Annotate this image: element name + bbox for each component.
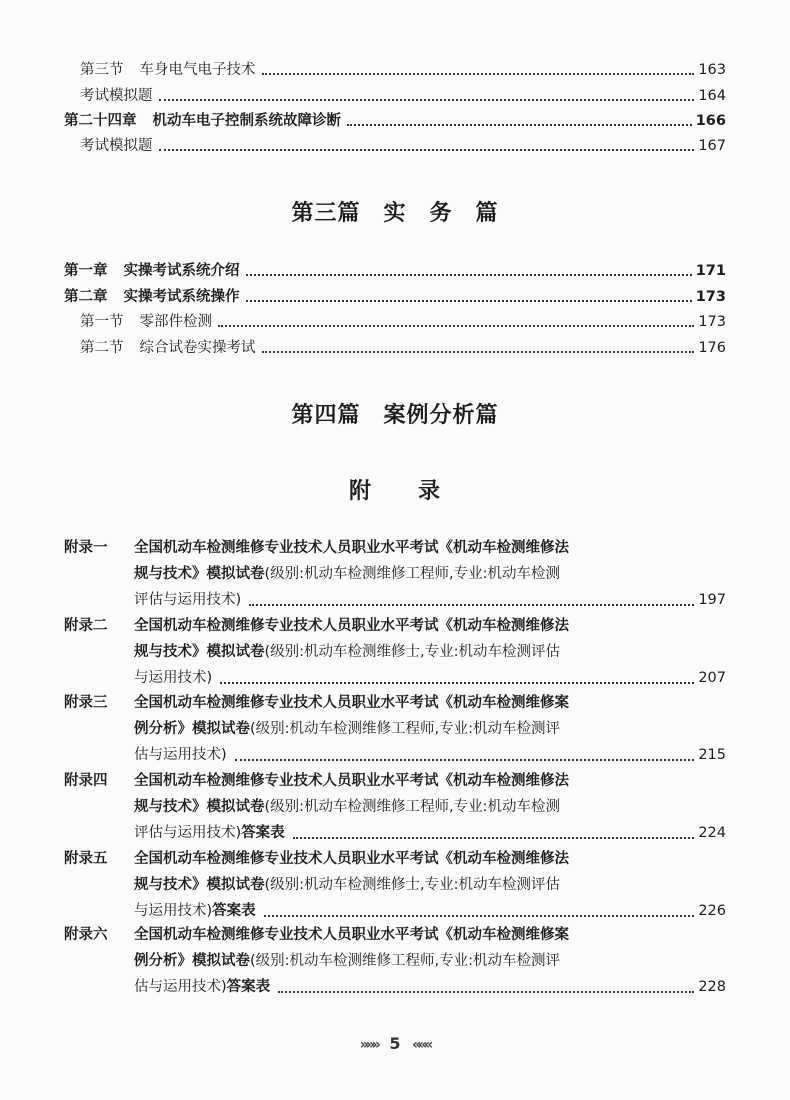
appendix-title: 附 录 bbox=[348, 479, 441, 504]
appendix-label: 附录五 bbox=[64, 851, 108, 867]
toc-entry[interactable]: 第二章 实操考试系统操作 173 bbox=[64, 289, 726, 305]
leader-dots bbox=[347, 124, 692, 126]
appendix-line: 例分析》模拟试卷(级别:机动车检测维修工程师,专业:机动车检测评 bbox=[134, 953, 561, 969]
double-chevron-left-icon: ««« bbox=[412, 1037, 431, 1053]
appendix-line: 规与技术》模拟试卷(级别:机动车检测维修士,专业:机动车检测评估 bbox=[134, 877, 561, 893]
leader-dots bbox=[159, 149, 695, 151]
part-title: 第四篇 案例分析篇 bbox=[291, 403, 499, 428]
leader-dots bbox=[246, 274, 692, 276]
appendix-line: 评估与运用技术) 197 bbox=[134, 587, 726, 613]
appendix-item[interactable] bbox=[64, 768, 726, 846]
appendix-line: 全国机动车检测维修专业技术人员职业水平考试《机动车检测维修法 bbox=[134, 540, 569, 556]
leader-dots bbox=[220, 682, 694, 684]
page-number: 5 bbox=[389, 1034, 401, 1053]
toc-entry[interactable]: 第一节 零部件检测 173 bbox=[80, 314, 726, 330]
appendix-label: 附录一 bbox=[64, 540, 108, 556]
leader-dots bbox=[235, 759, 695, 761]
appendix-item[interactable] bbox=[64, 922, 726, 1000]
toc-entry[interactable]: 考试模拟题 167 bbox=[80, 138, 726, 154]
toc-entry[interactable]: 第二十四章 机动车电子控制系统故障诊断 166 bbox=[64, 113, 726, 129]
appendix-item[interactable] bbox=[64, 613, 726, 691]
appendix-label: 附录六 bbox=[64, 927, 108, 943]
appendix-label: 附录三 bbox=[64, 695, 108, 711]
toc-entry[interactable]: 第一章 实操考试系统介绍 171 bbox=[64, 263, 726, 279]
toc-entry[interactable]: 第三节 车身电气电子技术 163 bbox=[80, 62, 726, 78]
appendix-line: 规与技术》模拟试卷(级别:机动车检测维修工程师,专业:机动车检测 bbox=[134, 566, 561, 582]
leader-dots bbox=[278, 991, 694, 993]
appendix-line: 全国机动车检测维修专业技术人员职业水平考试《机动车检测维修法 bbox=[134, 618, 569, 634]
appendix-line: 例分析》模拟试卷(级别:机动车检测维修工程师,专业:机动车检测评 bbox=[134, 721, 561, 737]
toc-entry[interactable]: 考试模拟题 164 bbox=[80, 88, 726, 104]
leader-dots bbox=[262, 73, 695, 75]
leader-dots bbox=[246, 300, 692, 302]
appendix-line: 与运用技术) 207 bbox=[134, 665, 726, 691]
page-ref: 226 bbox=[698, 903, 726, 919]
appendix-line: 估与运用技术) 答案表 228 bbox=[134, 974, 726, 1000]
appendix-label: 附录二 bbox=[64, 618, 108, 634]
appendix-line: 全国机动车检测维修专业技术人员职业水平考试《机动车检测维修法 bbox=[134, 851, 569, 867]
page-ref: 207 bbox=[698, 670, 726, 686]
page-ref: 228 bbox=[698, 979, 726, 995]
leader-dots bbox=[262, 351, 695, 353]
leader-dots bbox=[264, 915, 695, 917]
page-ref: 197 bbox=[698, 592, 726, 608]
leader-dots bbox=[293, 837, 695, 839]
leader-dots bbox=[249, 604, 694, 606]
appendix-line: 规与技术》模拟试卷(级别:机动车检测维修工程师,专业:机动车检测 bbox=[134, 799, 561, 815]
appendix-item[interactable] bbox=[64, 690, 726, 768]
leader-dots bbox=[218, 325, 694, 327]
appendix-line: 全国机动车检测维修专业技术人员职业水平考试《机动车检测维修案 bbox=[134, 927, 569, 943]
appendix-line: 评估与运用技术) 答案表 224 bbox=[134, 820, 726, 846]
appendix-line: 全国机动车检测维修专业技术人员职业水平考试《机动车检测维修法 bbox=[134, 773, 569, 789]
part-title: 第三篇 实 务 篇 bbox=[291, 201, 499, 226]
appendix-line: 估与运用技术) 215 bbox=[134, 742, 726, 768]
appendix-line: 与运用技术) 答案表 226 bbox=[134, 898, 726, 924]
appendix-item[interactable] bbox=[64, 535, 726, 613]
appendix-line: 全国机动车检测维修专业技术人员职业水平考试《机动车检测维修案 bbox=[134, 695, 569, 711]
appendix-item[interactable] bbox=[64, 846, 726, 924]
page-footer bbox=[0, 1034, 790, 1053]
double-chevron-right-icon: »»» bbox=[359, 1037, 378, 1053]
leader-dots bbox=[159, 99, 695, 101]
appendix-line: 规与技术》模拟试卷(级别:机动车检测维修士,专业:机动车检测评估 bbox=[134, 644, 561, 660]
page-ref: 215 bbox=[698, 747, 726, 763]
appendix-label: 附录四 bbox=[64, 773, 108, 789]
page-ref: 224 bbox=[698, 825, 726, 841]
toc-entry[interactable]: 第二节 综合试卷实操考试 176 bbox=[80, 340, 726, 356]
